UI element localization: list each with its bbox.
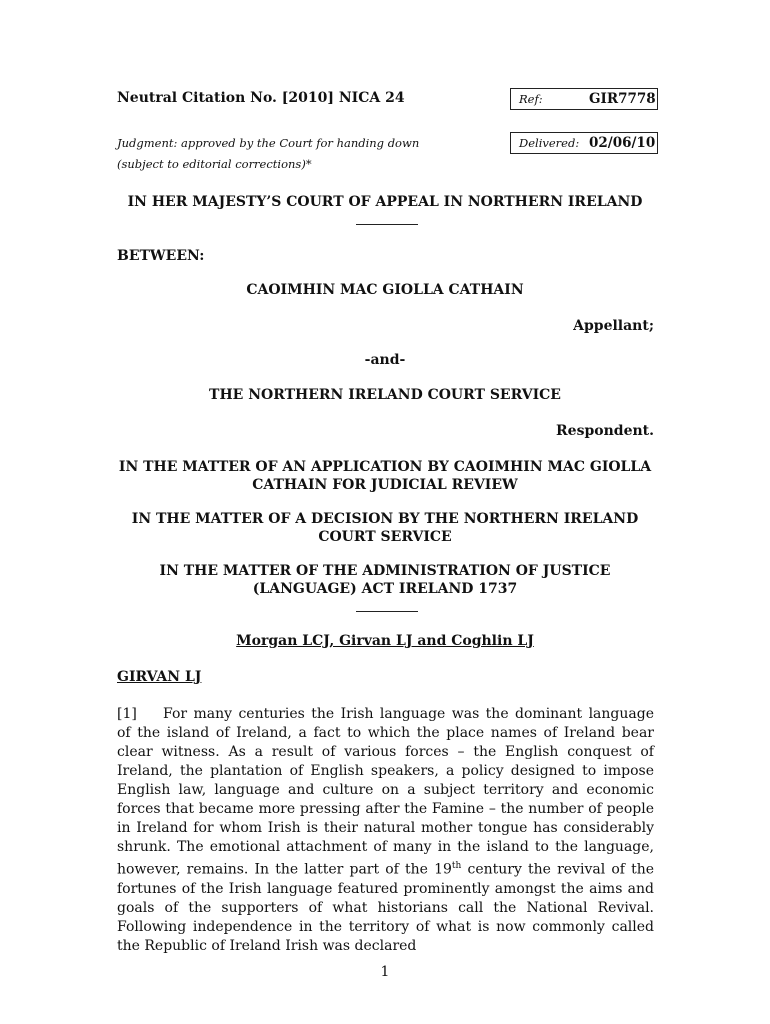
appellant-name: CAOIMHIN MAC GIOLLA CATHAIN: [246, 282, 524, 298]
matter-heading: [117, 562, 653, 598]
matter-heading: [117, 510, 653, 546]
matter-line: COURT SERVICE: [318, 529, 452, 545]
paragraph-number: [1]: [117, 706, 137, 722]
and-separator: -and-: [364, 352, 406, 368]
paragraph-text: For many centuries the Irish language was the dominant language of the island of Ireland, a fact to which the place names of Ireland bear clear witness. As a result of various forces – the English conquest of Ireland, the plantation of English speakers, a policy designed to impose English law, language and culture on a subject territory and economic forces that became more pressing after the Famine – the number of people in Ireland for whom Irish is their natural mother tongue has considerably shrunk. The emotional attachment of many in the island to the language, however, remains. In the latter part of the 19: [117, 706, 654, 878]
judgment-author: GIRVAN LJ: [117, 669, 202, 685]
matter-line: IN THE MATTER OF THE ADMINISTRATION OF JUSTICE: [159, 563, 611, 579]
matter-line: (LANGUAGE) ACT IRELAND 1737: [252, 581, 518, 597]
ordinal-suffix: th: [451, 861, 462, 871]
matter-line: IN THE MATTER OF A DECISION BY THE NORTHERN IRELAND: [131, 511, 639, 527]
ref-label: Ref:: [519, 92, 543, 106]
delivered-box: [510, 132, 658, 154]
ref-box: [510, 88, 658, 110]
court-title: IN HER MAJESTY’S COURT OF APPEAL IN NORTHERN IRELAND: [127, 194, 643, 210]
ref-value: GIR7778: [589, 91, 656, 107]
page-number: 1: [380, 964, 390, 980]
matter-heading: [117, 458, 653, 494]
neutral-citation: Neutral Citation No. [2010] NICA 24: [117, 90, 405, 106]
approval-note-line1: Judgment: approved by the Court for handing down: [117, 136, 420, 150]
delivered-label: Delivered:: [519, 136, 580, 150]
paragraph-1: [117, 705, 654, 956]
respondent-role: Respondent.: [556, 423, 654, 439]
appellant-role: Appellant;: [573, 318, 654, 334]
judges-names: Morgan LCJ, Girvan LJ and Coghlin LJ: [236, 633, 534, 649]
respondent-name: THE NORTHERN IRELAND COURT SERVICE: [209, 387, 561, 403]
paragraph-text-continued: century the revival of the fortunes of the Irish language featured prominently amongst the aims and goals of the supporters of what historians call the National Revival. Following independence in the territory of what is now commonly called the Republic of Ireland Irish was declared: [117, 861, 654, 954]
approval-note-line2: (subject to editorial corrections)*: [117, 157, 312, 171]
delivered-value: 02/06/10: [589, 135, 656, 151]
matter-line: IN THE MATTER OF AN APPLICATION BY CAOIMHIN MAC GIOLLA: [118, 459, 652, 475]
divider: [356, 611, 418, 612]
between-label: BETWEEN:: [117, 248, 205, 264]
matter-line: CATHAIN FOR JUDICIAL REVIEW: [252, 477, 518, 493]
divider: [356, 224, 418, 225]
judges-line: [117, 633, 653, 649]
